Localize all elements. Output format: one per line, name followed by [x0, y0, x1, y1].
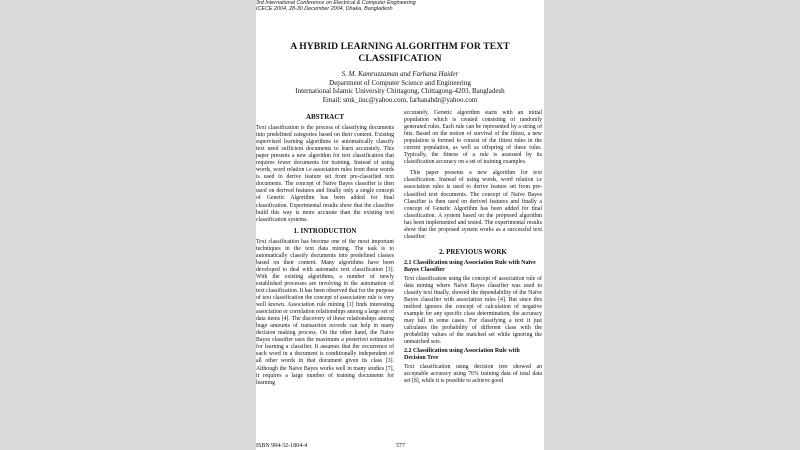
paper-title: [256, 41, 544, 65]
author-department: Department of Computer Science and Engineering: [329, 78, 471, 87]
abstract-text: Text classification is the process of classifying documents into predefined categories based on their content. Existing supervised learning algorithms to automatically classify text need sufficient documents to learn accurately. This paper presents a new algorithm for text classification that requires fewer documents for training. Instead of using words, word relation i.e association rules from these words is used to derive feature set from pre-classified text documents. The concept of Naïve Bayes classifier is then used on derived features and finally only a single concept of Genetic Algorithm has been added for final classification. Experimental results show that the classifier build this way is more accurate than the existing text classification systems.: [256, 125, 394, 223]
conference-header: [256, 0, 526, 12]
author-block: [256, 70, 544, 104]
author-names: S. M. Kamruzzaman and Farhana Haider: [341, 70, 459, 78]
paper-page: [256, 0, 544, 450]
title-line-1: A HYBRID LEARNING ALGORITHM FOR TEXT: [290, 41, 510, 52]
title-line-2: CLASSIFICATION: [358, 53, 442, 64]
section-2-2-text: Text classification using decision tree showed an acceptable accuracy using 76% training data of total data set [8], while it is possible to achieve good: [404, 364, 542, 385]
left-column: [256, 110, 394, 387]
abstract-heading: ABSTRACT: [305, 113, 345, 121]
page-number: 577: [396, 443, 405, 449]
conference-name: 3rd International Conference on Electrical & Computer Engineering: [256, 0, 416, 6]
section-2-1-heading: 2.1 Classification using Association Rule with Naïve Bayes Classifier: [404, 259, 536, 273]
section-2-1-text: Text classification using the concept of association rule of data mining where Naïve Bayes classifier was used to classify text finally, showed the dependability of the Naïve Bayes classifier with association rules [4]. But since this method ignores the concept of calculation of negative example for any specific class determination, the accuracy may fall in some cases. For classifying a text it just calculates the probability of different class with the probability values of the matched set while ignoring the unmatched sets.: [404, 275, 542, 346]
introduction-paragraph-1-continued: accurately. Genetic algorithm starts with an initial population which is created consisting of randomly generated rules. Each rule can be represented by a string of bits. Based on the notion of survival of the fittest, a new population is formed to consist of the fittest rules in the current population, as well as offspring of these rules. Typically, the fitness of a rule is assessed by its classification accuracy on a set of training examples.: [404, 110, 542, 166]
introduction-paragraph-2: This paper presents a new algorithm for text classification. Instead of using words, word relation i.e association rules is used to derive feature set from pre-classified text documents. The concept of Naïve Bayes Classifier is then used on derived features and finally a concept of Genetic Algorithm has been added for final classification. A system based on the proposed algorithm has been implemented and tested. The experimental results show that the proposed system works as a successful text classifier.: [404, 170, 542, 240]
previous-work-heading: 2. PREVIOUS WORK: [439, 247, 507, 256]
introduction-heading: 1. INTRODUCTION: [293, 226, 357, 235]
author-university: International Islamic University Chittagong, Chittagong-4203, Bangladesh: [295, 87, 505, 96]
author-email: Email: smk_iiuc@yahoo.com, farhanahdr@yahoo.com: [322, 95, 478, 104]
right-column: [404, 110, 542, 385]
conference-location: ICECE 2004, 28-30 December 2004, Dhaka, Bangladesh: [256, 6, 393, 13]
introduction-paragraph-1: Text classification has become one of the most important techniques in the text data mining. The task is to automatically classify documents into predefined classes based on their content. Many algorithms have been developed to deal with automatic text classification [3]. With the existing algorithms, a number of newly established processes are involving in the automation of text classification. It has been observed that for the purpose of text classification the concept of association rule is very well known. Association rule mining [1] finds interesting association or correlation relationships among a large set of data items [4]. The discovery of these relationships among huge amounts of transaction records can help in many decision making process. On the other hand, the Naïve Bayes classifier uses the maximum a posteriori estimation for learning a classifier. It assumes that the occurrence of each word in a document is conditionally independent of all other words in that document given its class [3]. Although the Naïve Bayes works well in many studies [7], it requires a large number of training documents for learning: [256, 238, 395, 386]
section-2-2-heading: 2.2 Classification using Association Rule with Decision Tree: [404, 348, 520, 362]
isbn-footer: ISBN 984-32-1804-4: [256, 443, 308, 449]
